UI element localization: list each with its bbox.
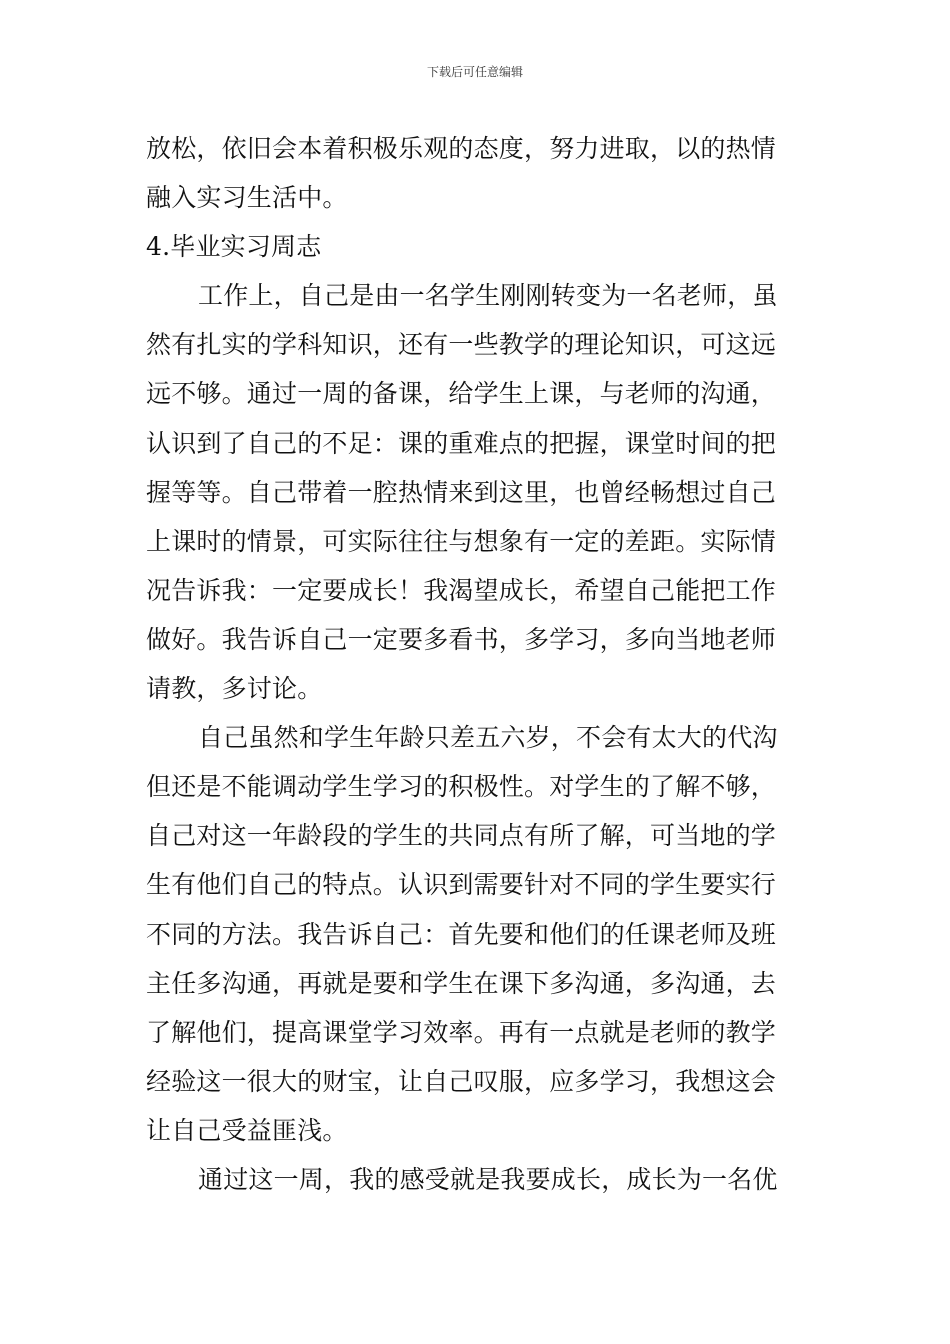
body-line: 通过这一周，我的感受就是我要成长，成长为一名优 (198, 1164, 778, 1194)
body-line: 上课时的情景，可实际往往与想象有一定的差距。实际情 (146, 526, 777, 556)
body-line: 工作上，自己是由一名学生刚刚转变为一名老师，虽 (198, 281, 778, 311)
body-line: 况告诉我：一定要成长！我渴望成长，希望自己能把工作 (146, 575, 777, 605)
document-body (146, 124, 816, 1204)
body-line: 自己对这一年龄段的学生的共同点有所了解，可当地的学 (146, 821, 777, 851)
body-line: 了解他们，提高课堂学习效率。再有一点就是老师的教学 (146, 1017, 777, 1047)
body-line: 不同的方法。我告诉自己：首先要和他们的任课老师及班 (146, 919, 777, 949)
body-line: 自己虽然和学生年龄只差五六岁，不会有太大的代沟 (198, 723, 778, 753)
body-line: 请教，多讨论。 (146, 674, 323, 704)
body-line: 做好。我告诉自己一定要多看书，多学习，多向当地老师 (146, 624, 777, 654)
body-line: 主任多沟通，再就是要和学生在课下多沟通，多沟通，去 (146, 968, 777, 998)
body-line: 但还是不能调动学生学习的积极性。对学生的了解不够， (146, 772, 777, 802)
body-line: 然有扎实的学科知识，还有一些教学的理论知识，可这远 (146, 330, 777, 360)
body-line: 经验这一很大的财宝，让自己叹服，应多学习，我想这会 (146, 1066, 777, 1096)
body-line: 放松，依旧会本着积极乐观的态度，努力进取，以的热情 (146, 134, 777, 163)
body-line: 握等等。自己带着一腔热情来到这里，也曾经畅想过自己 (146, 477, 777, 507)
body-line: 融入实习生活中。 (146, 183, 348, 213)
body-line: 生有他们自己的特点。认识到需要针对不同的学生要实行 (146, 870, 777, 900)
body-line: 让自己受益匪浅。 (146, 1115, 348, 1145)
body-line: 认识到了自己的不足：课的重难点的把握，课堂时间的把 (146, 428, 777, 458)
body-line: 远不够。通过一周的备课，给学生上课，与老师的沟通， (146, 379, 777, 409)
page-header: 下载后可任意编辑 (426, 65, 523, 79)
section-heading: 4.毕业实习周志 (146, 232, 322, 262)
